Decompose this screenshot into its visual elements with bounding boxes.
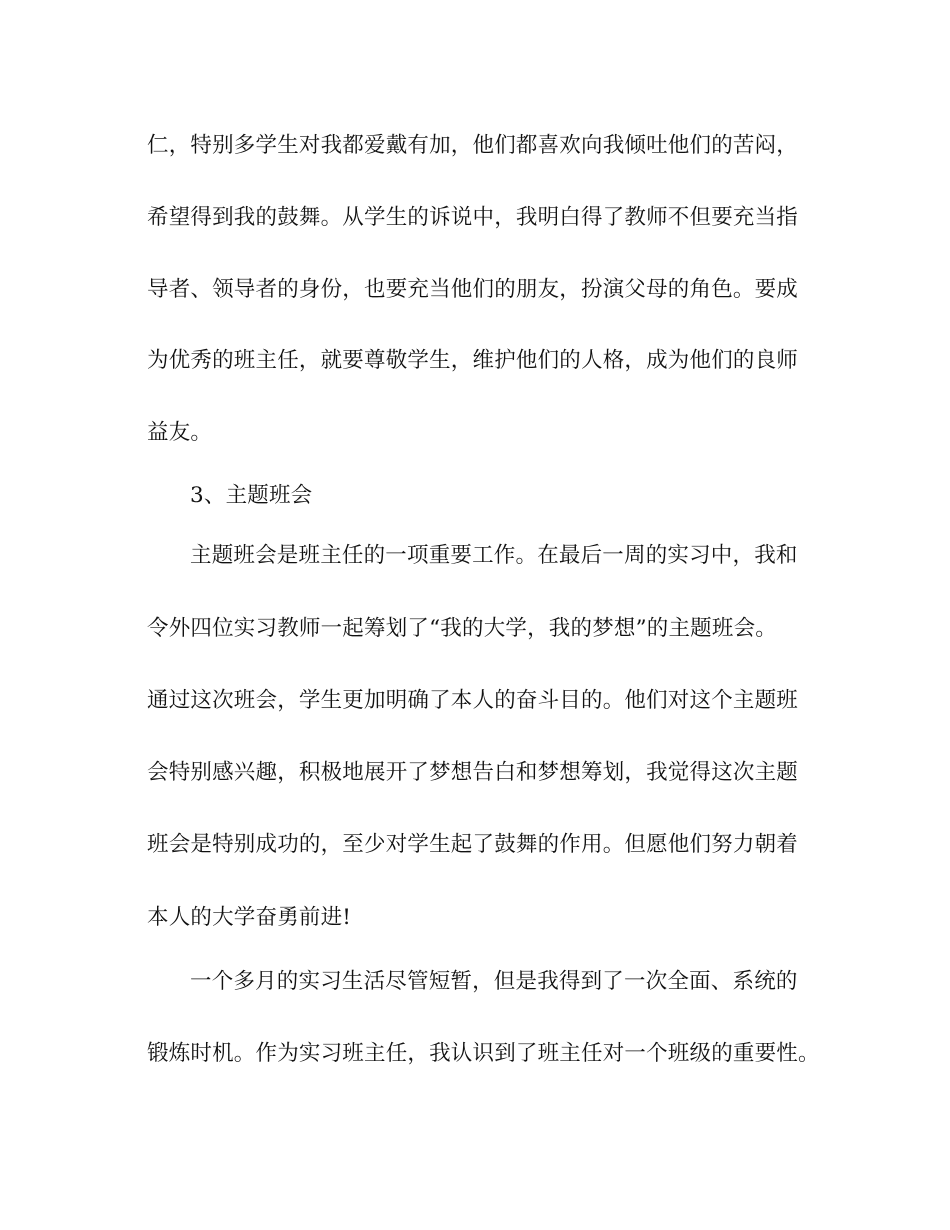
text-line: 主题班会是班主任的一项重要工作。在最后一周的实习中，我和 bbox=[190, 543, 798, 568]
text-line: 一个多月的实习生活尽管短暂，但是我得到了一次全面、系统的 bbox=[190, 969, 798, 994]
text-line: 导者、领导者的身份，也要充当他们的朋友，扮演父母的角色。要成 bbox=[147, 277, 799, 302]
text-line: 本人的大学奋勇前进! bbox=[147, 905, 352, 930]
text-line: 益友。 bbox=[147, 420, 213, 445]
text-line: 仁，特别多学生对我都爱戴有加，他们都喜欢向我倾吐他们的苦闷， bbox=[147, 133, 799, 158]
text-line: 锻炼时机。作为实习班主任，我认识到了班主任对一个班级的重要性。 bbox=[147, 1041, 820, 1066]
text-line: 希望得到我的鼓舞。从学生的诉说中，我明白得了教师不但要充当指 bbox=[147, 205, 799, 230]
text-line: 会特别感兴趣，积极地展开了梦想告白和梦想筹划，我觉得这次主题 bbox=[147, 760, 799, 785]
text-line: 班会是特别成功的，至少对学生起了鼓舞的作用。但愿他们努力朝着 bbox=[147, 832, 799, 857]
text-line: 通过这次班会，学生更加明确了本人的奋斗目的。他们对这个主题班 bbox=[147, 688, 799, 713]
text-line: 令外四位实习教师一起筹划了“我的大学，我的梦想”的主题班会。 bbox=[147, 616, 777, 641]
section-heading: 3、主题班会 bbox=[190, 483, 313, 508]
text-line: 为优秀的班主任，就要尊敬学生，维护他们的人格，成为他们的良师 bbox=[147, 348, 799, 373]
